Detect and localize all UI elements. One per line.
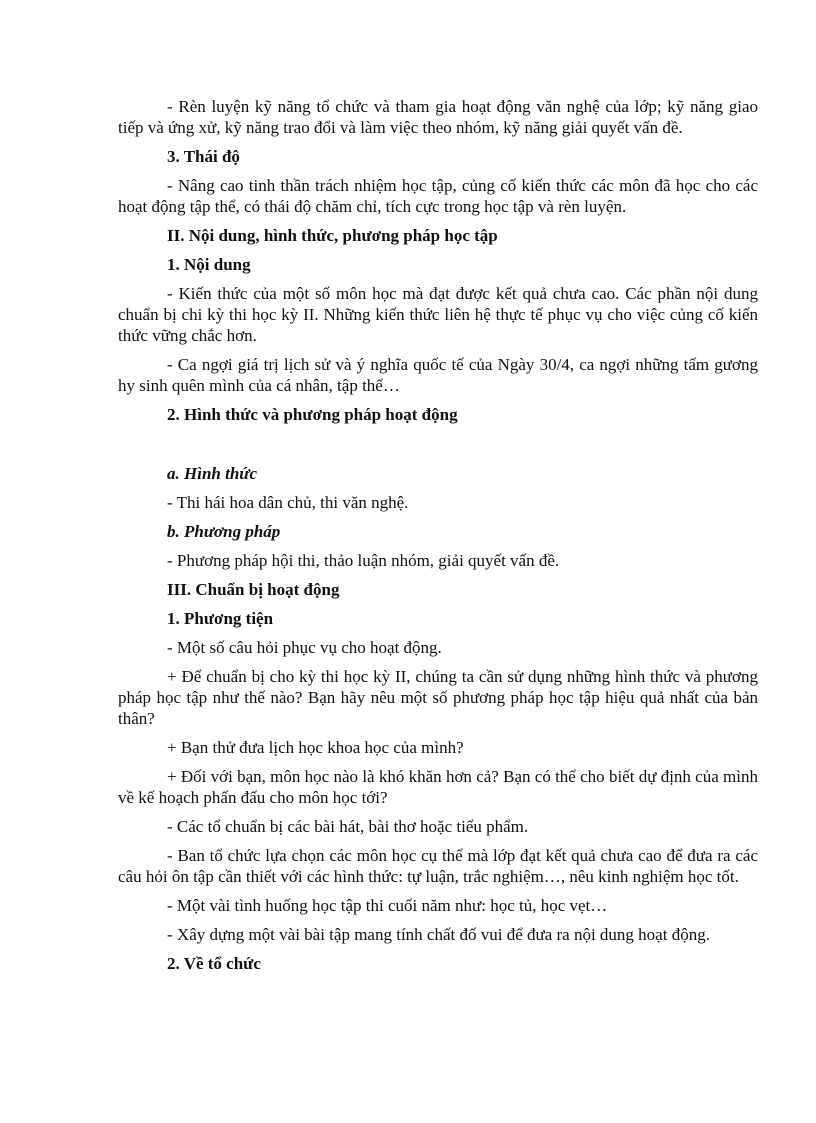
paragraph-question-2: + Bạn thử đưa lịch học khoa học của mình? — [167, 738, 464, 757]
paragraph-question-1: + Để chuẩn bị cho kỳ thi học kỳ II, chúng ta cần sử dụng những hình thức và phương pháp học tập như thế nào? Bạn hãy nêu một số phương pháp học tập hiệu quả nhất của bản thân? — [118, 667, 758, 728]
document-page — [118, 96, 758, 982]
paragraph-forms: - Thi hái hoa dân chủ, thi văn nghệ. — [167, 493, 409, 512]
heading-means: 1. Phương tiện — [167, 609, 274, 628]
paragraph-groups-prepare: - Các tổ chuẩn bị các bài hát, bài thơ hoặc tiểu phẩm. — [167, 817, 529, 836]
paragraph-methods: - Phương pháp hội thi, thảo luận nhóm, giải quyết vấn đề. — [167, 551, 560, 570]
heading-section-2: II. Nội dung, hình thức, phương pháp học tập — [167, 226, 498, 245]
subheading-methods: b. Phương pháp — [167, 522, 281, 541]
heading-content: 1. Nội dung — [167, 255, 251, 274]
heading-section-3: III. Chuẩn bị hoạt động — [167, 580, 340, 599]
paragraph-organizing-board: - Ban tổ chức lựa chọn các môn học cụ thể mà lớp đạt kết quả chưa cao để đưa ra các câu hỏi ôn tập cần thiết với các hình thức: tự luận, trắc nghiệm…, nêu kinh nghiệm học tốt. — [118, 846, 758, 886]
subheading-forms: a. Hình thức — [167, 464, 258, 483]
heading-attitude: 3. Thái độ — [167, 147, 240, 166]
heading-forms-methods: 2. Hình thức và phương pháp hoạt động — [167, 405, 458, 424]
paragraph-situations: - Một vài tình huống học tập thi cuối năm như: học tủ, học vẹt… — [167, 896, 608, 915]
paragraph-skills: - Rèn luyện kỹ năng tổ chức và tham gia hoạt động văn nghệ của lớp; kỹ năng giao tiếp và ứng xử, kỹ năng trao đổi và làm việc theo nhóm, kỹ năng giải quyết vấn đề. — [118, 97, 758, 137]
heading-organization: 2. Về tổ chức — [167, 954, 261, 973]
paragraph-exercises: - Xây dựng một vài bài tập mang tính chất đố vui để đưa ra nội dung hoạt động. — [167, 925, 710, 944]
paragraph-question-3: + Đối với bạn, môn học nào là khó khăn hơn cả? Bạn có thể cho biết dự định của mình về kế hoạch phấn đấu cho môn học tới? — [118, 767, 758, 807]
paragraph-content-history: - Ca ngợi giá trị lịch sử và ý nghĩa quốc tế của Ngày 30/4, ca ngợi những tấm gương hy sinh quên mình của cá nhân, tập thể… — [118, 355, 758, 395]
paragraph-questions-intro: - Một số câu hỏi phục vụ cho hoạt động. — [167, 638, 442, 657]
paragraph-content-knowledge: - Kiến thức của một số môn học mà đạt được kết quả chưa cao. Các phần nội dung chuẩn bị chi kỳ thi học kỳ II. Những kiến thức liên hệ thực tế phục vụ cho việc củng cố kiến thức vững chắc hơn. — [118, 284, 758, 345]
paragraph-attitude: - Nâng cao tinh thần trách nhiệm học tập, củng cố kiến thức các môn đã học cho các hoạt động tập thể, có thái độ chăm chỉ, tích cực trong học tập và rèn luyện. — [118, 176, 758, 216]
